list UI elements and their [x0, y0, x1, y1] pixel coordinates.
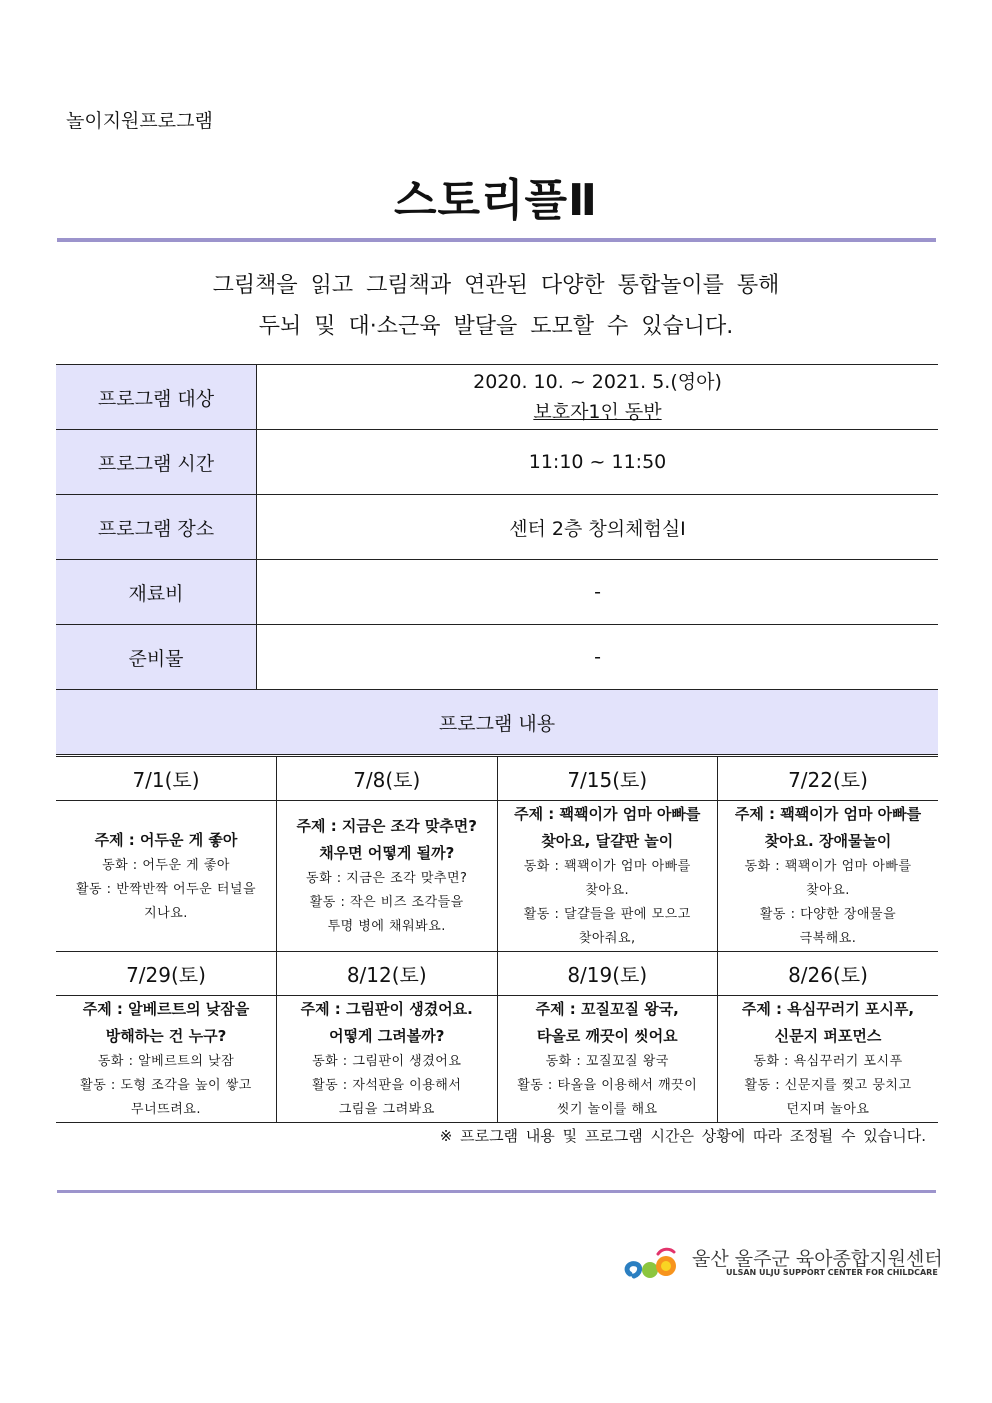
- session-activity-cont: 투명 병에 채워봐요.: [327, 919, 446, 934]
- session-cell: [718, 801, 939, 952]
- session-cell: [56, 996, 277, 1123]
- session-activity: 활동 : 작은 비즈 조각들을: [309, 895, 464, 910]
- session-topic: 주제 : 지금은 조각 맞추면?: [296, 817, 477, 835]
- session-activity: 활동 : 반짝반짝 어두운 터널을: [75, 881, 257, 897]
- supplies-value: -: [257, 625, 939, 690]
- session-topic: 주제 : 어두운 게 좋아: [94, 830, 238, 849]
- session-cell: [277, 996, 498, 1123]
- time-label: 프로그램 시간: [56, 430, 257, 495]
- session-topic: 주제 : 욕심꾸러기 포시푸,: [741, 1000, 915, 1018]
- info-row-target: [56, 365, 938, 430]
- session-activity: 활동 : 타올을 이용해서 깨끗이: [517, 1078, 698, 1093]
- place-label: 프로그램 장소: [56, 495, 257, 560]
- schedule-date-row-1: [56, 757, 938, 801]
- target-guardian-text: 보호자1인 동반: [533, 401, 662, 423]
- session-story: 동화 : 지금은 조각 맞추면?: [306, 871, 468, 886]
- schedule-note: ※ 프로그램 내용 및 프로그램 시간은 상황에 따라 조정될 수 있습니다.: [439, 1127, 926, 1145]
- session-story: 동화 : 꼬질꼬질 왕국: [545, 1054, 669, 1069]
- session-topic-cont: 찾아요, 달걀판 놀이: [541, 832, 674, 850]
- fee-label: 재료비: [56, 560, 257, 625]
- supplies-label: 준비물: [56, 625, 257, 690]
- session-story-cont: 찾아요.: [806, 883, 850, 898]
- target-value: [257, 365, 939, 430]
- session-topic-cont: 신문지 퍼포먼스: [774, 1027, 882, 1045]
- session-topic: 주제 : 그림판이 생겼어요.: [300, 1000, 473, 1018]
- content-header: 프로그램 내용: [56, 690, 938, 755]
- session-story: 동화 : 그림판이 생겼어요: [312, 1054, 462, 1069]
- fee-value: -: [257, 560, 939, 625]
- session-activity: 활동 : 달걀들을 판에 모으고: [523, 907, 691, 922]
- program-info-table: [56, 364, 938, 755]
- session-date: 7/1(토): [56, 757, 277, 801]
- place-value: 센터 2층 창의체험실Ⅰ: [257, 495, 939, 560]
- session-cell: [277, 801, 498, 952]
- info-row-place: [56, 495, 938, 560]
- session-cell: [56, 801, 277, 952]
- target-guardian: [257, 397, 938, 427]
- session-date: 8/12(토): [277, 952, 498, 996]
- session-topic-cont: 찾아요. 장애물놀이: [764, 832, 892, 850]
- target-label: 프로그램 대상: [56, 365, 257, 430]
- session-topic-cont: 어떻게 그려볼까?: [329, 1027, 445, 1045]
- session-story-cont: 찾아요.: [585, 883, 630, 898]
- session-topic-cont: 채우면 어떻게 될까?: [319, 844, 455, 862]
- session-story: 동화 : 어두운 게 좋아: [102, 857, 230, 873]
- info-row-supplies: [56, 625, 938, 690]
- center-name: 울산 울주군 육아종합지원센터: [692, 1248, 943, 1270]
- session-activity-cont: 무너뜨려요.: [131, 1102, 201, 1117]
- session-activity-cont: 그림을 그려봐요: [338, 1102, 435, 1117]
- session-activity: 활동 : 도형 조각을 높이 쌓고: [80, 1078, 252, 1093]
- schedule-content-row-2: [56, 996, 938, 1123]
- session-date: 7/15(토): [497, 757, 718, 801]
- intro-line-2: 두뇌 및 대·소근육 발달을 도모할 수 있습니다.: [258, 314, 734, 339]
- content-header-row: [56, 690, 938, 755]
- schedule-date-row-2: [56, 952, 938, 996]
- session-activity: 활동 : 신문지를 찢고 뭉치고: [744, 1078, 912, 1093]
- schedule-content-row-1: [56, 801, 938, 952]
- session-topic: 주제 : 꽥꽥이가 엄마 아빠를: [734, 805, 922, 823]
- session-story: 동화 : 알베르트의 낮잠: [97, 1054, 235, 1069]
- session-activity-cont: 극복해요.: [799, 931, 857, 946]
- session-activity-cont: 씻기 놀이를 해요: [556, 1102, 658, 1117]
- session-cell: [718, 996, 939, 1123]
- info-row-fee: [56, 560, 938, 625]
- session-date: 7/29(토): [56, 952, 277, 996]
- session-date: 8/19(토): [497, 952, 718, 996]
- session-cell: [497, 996, 718, 1123]
- session-topic-cont: 방해하는 건 누구?: [105, 1027, 227, 1045]
- session-topic: 주제 : 꼬질꼬질 왕국,: [535, 1000, 679, 1018]
- session-activity-cont: 던지며 놀아요: [786, 1102, 870, 1117]
- session-cell: [497, 801, 718, 952]
- session-story: 동화 : 욕심꾸러기 포시푸: [753, 1054, 903, 1069]
- info-row-time: [56, 430, 938, 495]
- center-name-en: ULSAN ULJU SUPPORT CENTER FOR CHILDCARE: [726, 1268, 938, 1277]
- session-date: 7/8(토): [277, 757, 498, 801]
- time-value: 11:10 ~ 11:50: [257, 430, 939, 495]
- session-story: 동화 : 꽥꽥이가 엄마 아빠를: [523, 859, 691, 874]
- session-date: 7/22(토): [718, 757, 939, 801]
- center-logo-icon: [622, 1244, 686, 1284]
- session-topic: 주제 : 꽥꽥이가 엄마 아빠를: [514, 805, 701, 823]
- center-logo: [622, 1244, 943, 1284]
- bottom-divider: [57, 1190, 936, 1193]
- schedule-table: [56, 756, 938, 1123]
- intro-line-1: 그림책을 읽고 그림책과 연관된 다양한 통합놀이를 통해: [212, 273, 780, 298]
- session-activity: 활동 : 다양한 장애물을: [759, 907, 897, 922]
- page-title: 스토리플Ⅱ: [394, 175, 598, 226]
- session-activity: 활동 : 자석판을 이용해서: [312, 1078, 462, 1093]
- top-divider: [57, 238, 936, 242]
- target-period: 2020. 10. ~ 2021. 5.(영아): [473, 371, 722, 393]
- category-label: 놀이지원프로그램: [66, 110, 213, 132]
- session-date: 8/26(토): [718, 952, 939, 996]
- session-activity-cont: 지나요.: [144, 905, 188, 921]
- session-story: 동화 : 꽥꽥이가 엄마 아빠를: [744, 859, 912, 874]
- session-topic-cont: 타올로 깨끗이 씻어요: [536, 1027, 678, 1045]
- session-topic: 주제 : 알베르트의 낮잠을: [82, 1000, 250, 1018]
- session-activity-cont: 찾아줘요,: [578, 931, 636, 946]
